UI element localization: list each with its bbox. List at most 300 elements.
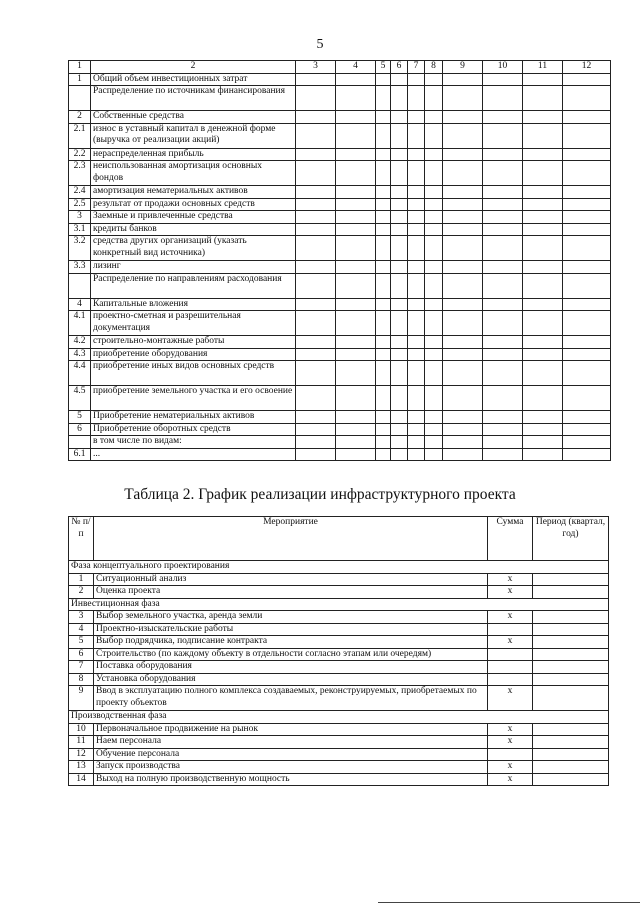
empty-cell	[443, 423, 483, 436]
empty-cell	[523, 261, 563, 274]
empty-cell	[391, 148, 408, 161]
empty-cell	[425, 423, 443, 436]
row-label: Капитальные вложения	[91, 298, 296, 311]
empty-cell	[391, 198, 408, 211]
period-cell	[533, 773, 609, 786]
row-number: 14	[69, 773, 94, 786]
empty-cell	[443, 336, 483, 349]
empty-cell	[425, 161, 443, 186]
row-number: 5	[69, 636, 94, 649]
empty-cell	[296, 198, 336, 211]
sum-cell	[488, 623, 533, 636]
row-label: приобретение земельного участка и его освоение	[91, 386, 296, 411]
header-cell: 1	[69, 61, 91, 74]
row-label: износ в уставный капитал в денежной форме (выручка от реализации акций)	[91, 123, 296, 148]
empty-cell	[523, 386, 563, 411]
empty-cell	[523, 123, 563, 148]
row-label: Обучение персонала	[94, 748, 488, 761]
empty-cell	[391, 411, 408, 424]
empty-cell	[443, 386, 483, 411]
row-label: приобретение иных видов основных средств	[91, 361, 296, 386]
row-number: 6	[69, 648, 94, 661]
empty-cell	[376, 348, 391, 361]
empty-cell	[483, 236, 523, 261]
empty-cell	[483, 111, 523, 124]
row-number: 12	[69, 748, 94, 761]
empty-cell	[296, 148, 336, 161]
sum-cell: x	[488, 586, 533, 599]
empty-cell	[296, 186, 336, 199]
row-label: приобретение оборудования	[91, 348, 296, 361]
empty-cell	[563, 123, 611, 148]
row-number: 2	[69, 111, 91, 124]
row-number: 4.4	[69, 361, 91, 386]
empty-cell	[391, 361, 408, 386]
header-cell: 12	[563, 61, 611, 74]
row-label: Установка оборудования	[94, 673, 488, 686]
empty-cell	[336, 148, 376, 161]
row-number: 2.2	[69, 148, 91, 161]
empty-cell	[483, 311, 523, 336]
row-label: средства других организаций (указать конкретный вид источника)	[91, 236, 296, 261]
empty-cell	[376, 436, 391, 449]
row-number: 7	[69, 661, 94, 674]
row-number: 3.2	[69, 236, 91, 261]
header-cell: 7	[408, 61, 425, 74]
empty-cell	[483, 186, 523, 199]
row-number: 1	[69, 573, 94, 586]
empty-cell	[523, 161, 563, 186]
header-cell: 10	[483, 61, 523, 74]
empty-cell	[296, 348, 336, 361]
empty-cell	[425, 198, 443, 211]
table-row	[69, 111, 611, 124]
empty-cell	[336, 236, 376, 261]
empty-cell	[443, 198, 483, 211]
empty-cell	[408, 298, 425, 311]
empty-cell	[563, 386, 611, 411]
empty-cell	[443, 361, 483, 386]
empty-cell	[296, 223, 336, 236]
empty-cell	[563, 423, 611, 436]
row-number: 4.5	[69, 386, 91, 411]
empty-cell	[425, 311, 443, 336]
empty-cell	[443, 436, 483, 449]
header-period: Период (квартал, год)	[533, 517, 609, 561]
empty-cell	[563, 336, 611, 349]
empty-cell	[443, 223, 483, 236]
empty-cell	[336, 186, 376, 199]
phase-label: Инвестиционная фаза	[69, 598, 609, 611]
sum-cell: x	[488, 611, 533, 624]
empty-cell	[483, 86, 523, 111]
empty-cell	[483, 148, 523, 161]
row-number: 3	[69, 611, 94, 624]
header-sum: Сумма	[488, 517, 533, 561]
empty-cell	[523, 148, 563, 161]
empty-cell	[408, 411, 425, 424]
table-row	[69, 223, 611, 236]
empty-cell	[296, 448, 336, 461]
empty-cell	[336, 198, 376, 211]
empty-cell	[425, 123, 443, 148]
empty-cell	[391, 211, 408, 224]
empty-cell	[425, 261, 443, 274]
empty-cell	[408, 336, 425, 349]
empty-cell	[391, 236, 408, 261]
empty-cell	[563, 298, 611, 311]
empty-cell	[563, 198, 611, 211]
empty-cell	[408, 223, 425, 236]
empty-cell	[391, 111, 408, 124]
header-cell: 5	[376, 61, 391, 74]
empty-cell	[296, 73, 336, 86]
period-cell	[533, 723, 609, 736]
empty-cell	[408, 386, 425, 411]
period-cell	[533, 623, 609, 636]
empty-cell	[483, 348, 523, 361]
empty-cell	[336, 111, 376, 124]
empty-cell	[296, 273, 336, 298]
table-row	[69, 761, 609, 774]
empty-cell	[408, 273, 425, 298]
empty-cell	[296, 423, 336, 436]
table-row	[69, 273, 611, 298]
row-label: Наем персонала	[94, 736, 488, 749]
empty-cell	[391, 273, 408, 298]
page-number: 5	[316, 37, 324, 52]
empty-cell	[296, 261, 336, 274]
table-header-row	[69, 61, 611, 74]
empty-cell	[483, 361, 523, 386]
row-number: 4.3	[69, 348, 91, 361]
row-label: нераспределенная прибыль	[91, 148, 296, 161]
empty-cell	[376, 86, 391, 111]
empty-cell	[563, 436, 611, 449]
empty-cell	[563, 223, 611, 236]
empty-cell	[408, 161, 425, 186]
row-label: в том числе по видам:	[91, 436, 296, 449]
table-row	[69, 748, 609, 761]
table-row	[69, 186, 611, 199]
empty-cell	[336, 361, 376, 386]
empty-cell	[443, 211, 483, 224]
empty-cell	[336, 436, 376, 449]
empty-cell	[376, 223, 391, 236]
row-number: 4.1	[69, 311, 91, 336]
empty-cell	[376, 211, 391, 224]
row-number: 2.4	[69, 186, 91, 199]
empty-cell	[425, 111, 443, 124]
row-number: 2.1	[69, 123, 91, 148]
header-cell: 3	[296, 61, 336, 74]
empty-cell	[296, 236, 336, 261]
sum-cell: x	[488, 761, 533, 774]
row-number	[69, 86, 91, 111]
row-number: 11	[69, 736, 94, 749]
empty-cell	[425, 273, 443, 298]
table-row	[69, 298, 611, 311]
row-label: Выбор земельного участка, аренда земли	[94, 611, 488, 624]
empty-cell	[563, 161, 611, 186]
empty-cell	[296, 211, 336, 224]
empty-cell	[443, 161, 483, 186]
row-number: 2.5	[69, 198, 91, 211]
table-row	[69, 423, 611, 436]
empty-cell	[408, 236, 425, 261]
empty-cell	[391, 186, 408, 199]
empty-cell	[408, 111, 425, 124]
empty-cell	[563, 273, 611, 298]
row-number: 3.1	[69, 223, 91, 236]
empty-cell	[523, 311, 563, 336]
empty-cell	[425, 211, 443, 224]
empty-cell	[376, 261, 391, 274]
header-event: Мероприятие	[94, 517, 488, 561]
row-number: 3.3	[69, 261, 91, 274]
row-label: лизинг	[91, 261, 296, 274]
empty-cell	[425, 236, 443, 261]
empty-cell	[336, 411, 376, 424]
empty-cell	[523, 423, 563, 436]
empty-cell	[376, 123, 391, 148]
empty-cell	[391, 348, 408, 361]
row-label: Общий объем инвестиционных затрат	[91, 73, 296, 86]
phase-row	[69, 561, 609, 574]
empty-cell	[296, 336, 336, 349]
empty-cell	[523, 186, 563, 199]
empty-cell	[563, 148, 611, 161]
empty-cell	[391, 336, 408, 349]
phase-label: Производственная фаза	[69, 711, 609, 724]
empty-cell	[425, 186, 443, 199]
empty-cell	[483, 436, 523, 449]
table-row	[69, 86, 611, 111]
empty-cell	[296, 123, 336, 148]
empty-cell	[296, 111, 336, 124]
row-number: 9	[69, 686, 94, 711]
empty-cell	[563, 73, 611, 86]
empty-cell	[563, 261, 611, 274]
table-row	[69, 386, 611, 411]
table2-caption: Таблица 2. График реализации инфраструктурного проекта	[124, 486, 516, 503]
empty-cell	[391, 261, 408, 274]
row-label: ...	[91, 448, 296, 461]
empty-cell	[376, 311, 391, 336]
table-row	[69, 736, 609, 749]
table-row	[69, 573, 609, 586]
empty-cell	[443, 348, 483, 361]
row-label: неиспользованная амортизация основных фондов	[91, 161, 296, 186]
table-row	[69, 123, 611, 148]
period-cell	[533, 648, 609, 661]
empty-cell	[408, 423, 425, 436]
empty-cell	[523, 73, 563, 86]
empty-cell	[391, 298, 408, 311]
header-num: № п/п	[69, 517, 94, 561]
empty-cell	[425, 223, 443, 236]
empty-cell	[376, 236, 391, 261]
row-label: Ситуационный анализ	[94, 573, 488, 586]
empty-cell	[523, 111, 563, 124]
empty-cell	[443, 148, 483, 161]
empty-cell	[425, 298, 443, 311]
empty-cell	[483, 223, 523, 236]
empty-cell	[523, 236, 563, 261]
empty-cell	[443, 236, 483, 261]
period-cell	[533, 611, 609, 624]
empty-cell	[483, 198, 523, 211]
empty-cell	[425, 386, 443, 411]
row-number: 8	[69, 673, 94, 686]
empty-cell	[408, 211, 425, 224]
empty-cell	[391, 73, 408, 86]
row-label: Приобретение оборотных средств	[91, 423, 296, 436]
table-row	[69, 198, 611, 211]
sum-cell	[488, 748, 533, 761]
empty-cell	[408, 86, 425, 111]
row-label: кредиты банков	[91, 223, 296, 236]
empty-cell	[425, 411, 443, 424]
empty-cell	[443, 311, 483, 336]
empty-cell	[563, 236, 611, 261]
empty-cell	[523, 211, 563, 224]
empty-cell	[523, 361, 563, 386]
phase-row	[69, 598, 609, 611]
empty-cell	[336, 336, 376, 349]
empty-cell	[391, 123, 408, 148]
row-number: 4.2	[69, 336, 91, 349]
empty-cell	[376, 386, 391, 411]
header-cell: 8	[425, 61, 443, 74]
empty-cell	[483, 386, 523, 411]
empty-cell	[563, 411, 611, 424]
empty-cell	[391, 436, 408, 449]
row-label: Заемные и привлеченные средства	[91, 211, 296, 224]
sum-cell: x	[488, 686, 533, 711]
sum-cell	[488, 673, 533, 686]
empty-cell	[336, 123, 376, 148]
table-row	[69, 661, 609, 674]
row-label: Выход на полную производственную мощность	[94, 773, 488, 786]
row-number: 2	[69, 586, 94, 599]
empty-cell	[296, 86, 336, 111]
table-row	[69, 211, 611, 224]
empty-cell	[408, 148, 425, 161]
empty-cell	[408, 348, 425, 361]
row-number: 13	[69, 761, 94, 774]
empty-cell	[443, 111, 483, 124]
empty-cell	[443, 273, 483, 298]
empty-cell	[391, 223, 408, 236]
empty-cell	[425, 336, 443, 349]
empty-cell	[563, 361, 611, 386]
empty-cell	[336, 86, 376, 111]
row-label: Запуск производства	[94, 761, 488, 774]
header-cell: 11	[523, 61, 563, 74]
empty-cell	[376, 423, 391, 436]
empty-cell	[336, 298, 376, 311]
row-number: 5	[69, 411, 91, 424]
empty-cell	[376, 73, 391, 86]
period-cell	[533, 686, 609, 711]
empty-cell	[408, 436, 425, 449]
row-label: Распределение по источникам финансирования	[91, 86, 296, 111]
empty-cell	[376, 198, 391, 211]
empty-cell	[483, 161, 523, 186]
footer-divider	[378, 902, 640, 903]
empty-cell	[376, 361, 391, 386]
implementation-schedule-table	[68, 516, 609, 786]
row-label: строительно-монтажные работы	[91, 336, 296, 349]
empty-cell	[376, 161, 391, 186]
empty-cell	[563, 348, 611, 361]
empty-cell	[296, 298, 336, 311]
empty-cell	[443, 86, 483, 111]
empty-cell	[296, 436, 336, 449]
row-label: Оценка проекта	[94, 586, 488, 599]
table-row	[69, 673, 609, 686]
row-label: результат от продажи основных средств	[91, 198, 296, 211]
empty-cell	[296, 411, 336, 424]
table-row	[69, 336, 611, 349]
empty-cell	[425, 361, 443, 386]
empty-cell	[336, 261, 376, 274]
table-row	[69, 361, 611, 386]
empty-cell	[336, 423, 376, 436]
row-label: Строительство (по каждому объекту в отдельности согласно этапам или очередям)	[94, 648, 488, 661]
row-label: Поставка оборудования	[94, 661, 488, 674]
empty-cell	[408, 311, 425, 336]
empty-cell	[443, 448, 483, 461]
header-cell: 6	[391, 61, 408, 74]
empty-cell	[336, 211, 376, 224]
period-cell	[533, 586, 609, 599]
empty-cell	[425, 86, 443, 111]
empty-cell	[408, 198, 425, 211]
empty-cell	[336, 448, 376, 461]
table-row	[69, 311, 611, 336]
empty-cell	[443, 411, 483, 424]
empty-cell	[408, 448, 425, 461]
row-number: 1	[69, 73, 91, 86]
table-row	[69, 73, 611, 86]
empty-cell	[483, 261, 523, 274]
empty-cell	[408, 186, 425, 199]
empty-cell	[425, 348, 443, 361]
period-cell	[533, 573, 609, 586]
row-number	[69, 273, 91, 298]
empty-cell	[408, 73, 425, 86]
empty-cell	[376, 448, 391, 461]
table-row	[69, 723, 609, 736]
table-row	[69, 648, 609, 661]
row-label: Первоначальное продвижение на рынок	[94, 723, 488, 736]
empty-cell	[391, 386, 408, 411]
row-label: Приобретение нематериальных активов	[91, 411, 296, 424]
empty-cell	[425, 448, 443, 461]
empty-cell	[391, 448, 408, 461]
row-number: 4	[69, 623, 94, 636]
empty-cell	[483, 411, 523, 424]
header-cell: 4	[336, 61, 376, 74]
empty-cell	[376, 336, 391, 349]
empty-cell	[376, 298, 391, 311]
empty-cell	[563, 186, 611, 199]
empty-cell	[425, 436, 443, 449]
period-cell	[533, 661, 609, 674]
empty-cell	[336, 273, 376, 298]
